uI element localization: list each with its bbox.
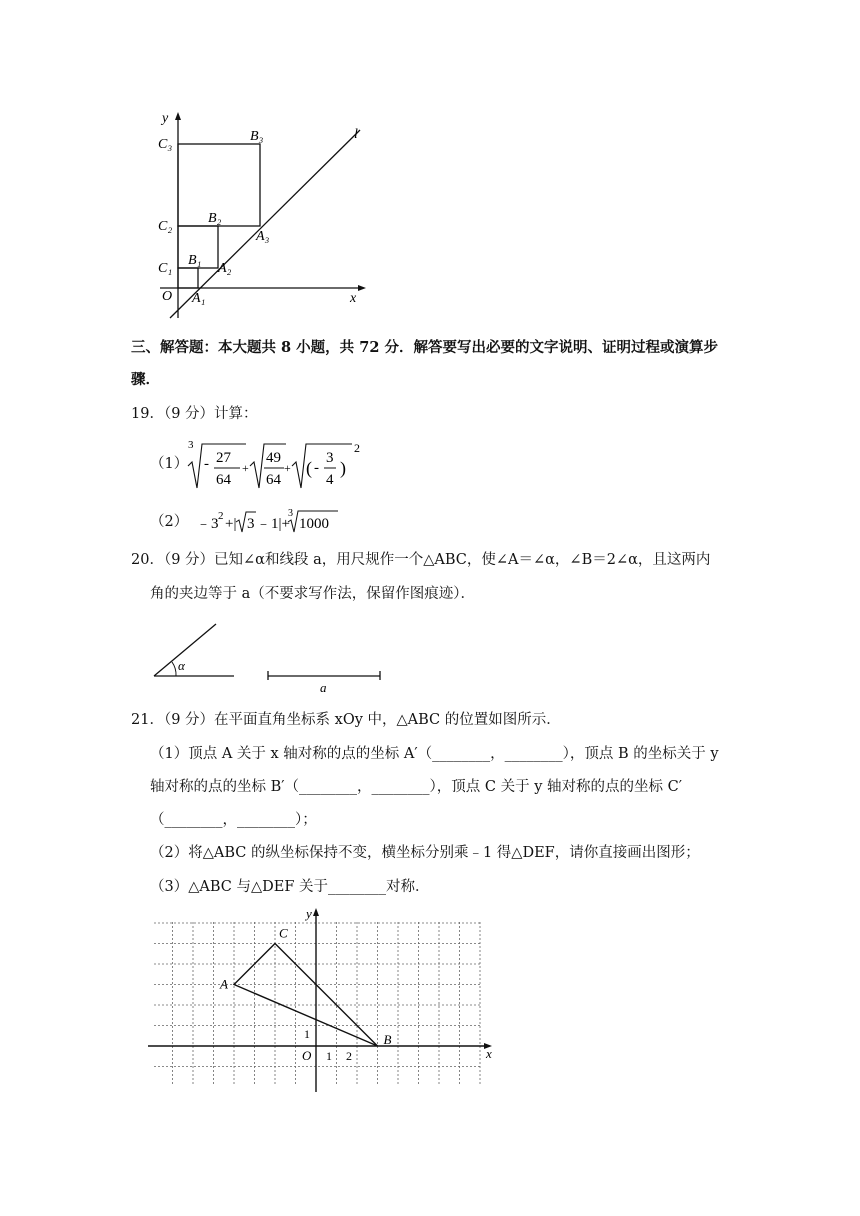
svg-text:﹣1|+: ﹣1|+ <box>256 516 290 532</box>
svg-text:+|: +| <box>225 516 237 532</box>
frac2-num: 49 <box>266 450 281 466</box>
q19-part2-expression <box>196 506 346 536</box>
q21-line1: 21．（9 分）在平面直角坐标系 xOy 中，△ABC 的位置如图所示． <box>131 712 561 728</box>
svg-text:(: ( <box>306 458 312 478</box>
origin-label: O <box>162 289 173 304</box>
a3-label: A₃ <box>256 229 270 244</box>
y-axis-label: y <box>162 111 169 126</box>
line-l-label: l <box>354 127 358 142</box>
svg-text:﹣3: ﹣3 <box>196 516 219 532</box>
c1-label: C₁ <box>158 261 173 276</box>
segment-a-figure <box>264 668 386 696</box>
frac2-den: 64 <box>266 472 281 488</box>
staircase-figure <box>140 108 380 338</box>
svg-text:-: - <box>314 460 319 476</box>
coordinate-grid-figure <box>146 906 502 1092</box>
q21-line6: （3）△ABC 与△DEF 关于________对称． <box>150 879 430 895</box>
frac3-den: 4 <box>326 472 334 488</box>
frac1-num: 27 <box>216 450 231 466</box>
c3-label: C₃ <box>158 137 173 152</box>
alpha-label: α <box>178 658 185 673</box>
q20-line2: 角的夹边等于 a（不要求写作法，保留作图痕迹）． <box>150 586 476 602</box>
grid-y-label: y <box>306 906 312 921</box>
a2-label: A₂ <box>218 261 232 276</box>
svg-text:1000: 1000 <box>299 516 329 532</box>
grid-tick-1x: 1 <box>326 1049 332 1063</box>
grid-x-label: x <box>486 1046 492 1061</box>
svg-text:3: 3 <box>247 516 255 532</box>
section-heading: 三、解答题：本大题共 8 小题，共 72 分．解答要写出必要的文字说明、证明过程或演算步 <box>131 339 718 356</box>
q20-line1: 20．（9 分）已知∠α和线段 a，用尺规作一个△ABC，使∠A＝∠α，∠B＝2∠α，且这两内 <box>131 552 711 568</box>
x-axis-label: x <box>350 291 357 306</box>
svg-text:-: - <box>204 456 209 472</box>
svg-text:): ) <box>340 458 346 478</box>
b1-label: B₁ <box>188 253 202 268</box>
a1-label: A₁ <box>192 291 206 306</box>
point-c-label: C <box>279 925 288 941</box>
q21-line5: （2）将△ABC 的纵坐标保持不变，横坐标分别乘﹣1 得△DEF，请你直接画出图形； <box>150 845 700 861</box>
grid-origin-label: O <box>302 1048 312 1063</box>
frac3-num: 3 <box>326 450 334 466</box>
svg-text:+: + <box>284 461 291 475</box>
frac1-den: 64 <box>216 472 231 488</box>
c2-label: C₂ <box>158 219 173 234</box>
svg-text:3: 3 <box>188 439 194 451</box>
q19-part1-expression <box>184 438 374 494</box>
b3-label: B₃ <box>250 129 264 144</box>
q21-line3: 轴对称的点的坐标 B′（________，________），顶点 C 关于 y 轴对称的点的坐标 C′ <box>150 779 683 795</box>
q19-part2-label: （2） <box>150 514 189 530</box>
q19-stem: 19．（9 分）计算： <box>131 406 258 422</box>
section-heading-cont: 骤． <box>131 371 160 388</box>
svg-text:+: + <box>242 461 249 475</box>
point-a-label: A <box>220 976 228 992</box>
point-b-label: B <box>383 1032 392 1047</box>
frac3-exp: 2 <box>354 441 360 455</box>
angle-alpha-figure <box>150 620 240 682</box>
grid-tick-2x: 2 <box>346 1049 352 1063</box>
q21-line2: （1）顶点 A 关于 x 轴对称的点的坐标 A′（________，________），顶点 B 的坐标关于 y <box>150 746 719 762</box>
b2-label: B₂ <box>208 211 222 226</box>
grid-tick-1y: 1 <box>304 1027 310 1041</box>
q21-line4: （________，________）； <box>150 812 317 828</box>
svg-text:3: 3 <box>288 508 293 519</box>
svg-text:2: 2 <box>218 510 224 522</box>
q19-part1-label: （1） <box>150 456 189 472</box>
segment-a-label: a <box>320 680 327 695</box>
